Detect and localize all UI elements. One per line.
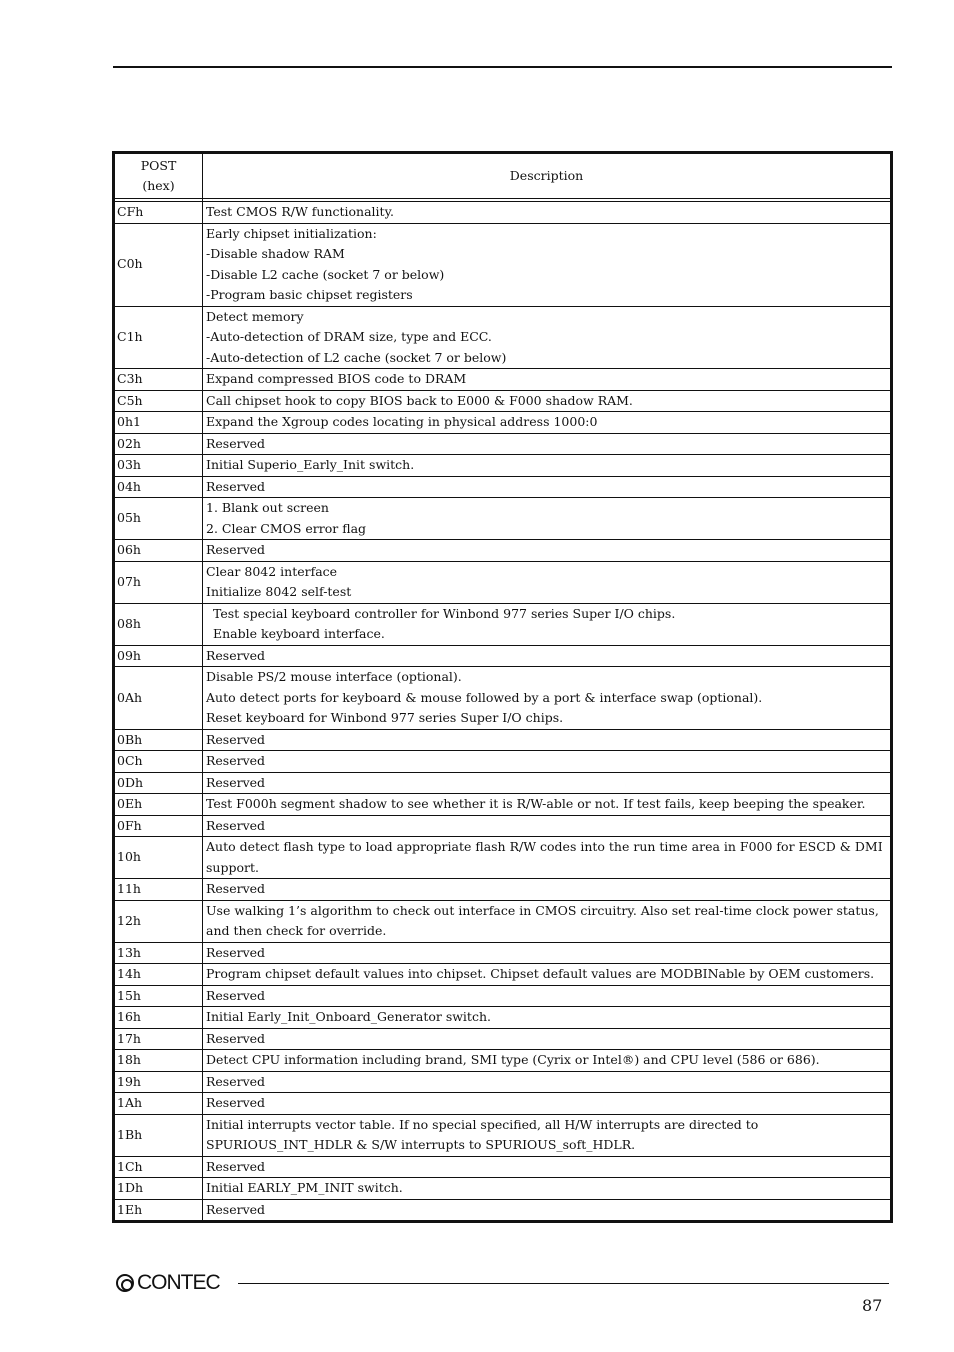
post-code-cell: 0Eh	[115, 794, 203, 816]
post-code-cell: C3h	[115, 369, 203, 391]
description-cell	[203, 1050, 891, 1072]
table-row	[115, 433, 891, 455]
description-cell	[203, 1156, 891, 1178]
post-code-cell: CFh	[115, 202, 203, 224]
description-cell	[203, 1028, 891, 1050]
post-code-cell: 1Bh	[115, 1114, 203, 1156]
description-line: SPURIOUS_INT_HDLR & S/W interrupts to SPURIOUS_soft_HDLR.	[206, 1137, 636, 1152]
table-row	[115, 751, 891, 773]
description-line: Detect memory	[206, 308, 304, 324]
description-line: -Disable L2 cache (socket 7 or below)	[206, 266, 445, 282]
description-line: Expand the Xgroup codes locating in physical address 1000:0	[206, 414, 598, 429]
description-line: Reserved	[206, 987, 266, 1003]
post-code-cell: 03h	[115, 455, 203, 477]
post-code-cell: 0h1	[115, 412, 203, 434]
description-cell	[203, 751, 891, 773]
table-row	[115, 1007, 891, 1029]
description-line: Call chipset hook to copy BIOS back to E000 & F000 shadow RAM.	[206, 392, 633, 408]
description-line: 2. Clear CMOS error flag	[206, 520, 367, 536]
description-line: Test F000h segment shadow to see whether it is R/W-able or not. If test fails, keep beeping the speaker.	[206, 796, 866, 811]
description-line: Use walking 1’s algorithm to check out interface in CMOS circuitry. Also set real-time clock power status,	[206, 902, 879, 918]
description-cell	[203, 369, 891, 391]
description-line: 1. Blank out screen	[206, 500, 329, 515]
table-row	[115, 476, 891, 498]
post-code-cell: 1Ch	[115, 1156, 203, 1178]
description-cell	[203, 942, 891, 964]
header-rule	[113, 66, 892, 68]
table-row	[115, 412, 891, 434]
description-cell	[203, 645, 891, 667]
description-line: -Auto-detection of DRAM size, type and ECC.	[206, 329, 492, 344]
table-row	[115, 603, 891, 645]
description-cell	[203, 1199, 891, 1221]
description-line: Reserved	[206, 1158, 266, 1174]
description-line: Reserved	[206, 478, 266, 494]
description-line: -Auto-detection of L2 cache (socket 7 or below)	[206, 349, 507, 365]
description-line: Reserved	[206, 647, 266, 663]
description-line: Test CMOS R/W functionality.	[206, 204, 394, 219]
post-code-cell: 1Ah	[115, 1093, 203, 1115]
post-code-cell: 07h	[115, 561, 203, 603]
description-cell	[203, 1114, 891, 1156]
table-row	[115, 772, 891, 794]
description-cell	[203, 498, 891, 540]
description-line: Early chipset initialization:	[206, 225, 377, 241]
description-line: Reserved	[206, 774, 266, 790]
post-code-cell: C5h	[115, 390, 203, 412]
post-code-table	[114, 153, 891, 1221]
post-code-cell: 11h	[115, 879, 203, 901]
post-code-cell: 17h	[115, 1028, 203, 1050]
post-code-cell: 0Ah	[115, 667, 203, 730]
post-code-cell: C1h	[115, 306, 203, 369]
description-cell	[203, 223, 891, 306]
post-code-cell: 0Ch	[115, 751, 203, 773]
post-code-table-frame	[112, 151, 893, 1223]
post-code-cell: 10h	[115, 837, 203, 879]
table-row	[115, 540, 891, 562]
post-code-cell: 15h	[115, 985, 203, 1007]
post-code-cell: 0Fh	[115, 815, 203, 837]
description-cell	[203, 772, 891, 794]
description-line: Reserved	[206, 944, 266, 960]
table-row	[115, 1199, 891, 1221]
post-code-cell: 19h	[115, 1071, 203, 1093]
description-line: Test special keyboard controller for Winbond 977 series Super I/O chips.	[213, 605, 676, 621]
description-line: Reserved	[206, 435, 266, 451]
table-row	[115, 306, 891, 369]
description-line: Initial Superio_Early_Init switch.	[206, 457, 415, 472]
description-cell	[203, 667, 891, 730]
table-row	[115, 455, 891, 477]
page-number: 87	[862, 1296, 883, 1315]
description-cell	[203, 561, 891, 603]
description-cell	[203, 390, 891, 412]
description-cell	[203, 1093, 891, 1115]
post-code-cell: 09h	[115, 645, 203, 667]
description-cell	[203, 412, 891, 434]
post-code-cell: 16h	[115, 1007, 203, 1029]
table-row	[115, 498, 891, 540]
table-row	[115, 645, 891, 667]
table-row	[115, 794, 891, 816]
post-code-cell: 04h	[115, 476, 203, 498]
table-row	[115, 1178, 891, 1200]
table-row	[115, 837, 891, 879]
description-line: Enable keyboard interface.	[213, 626, 385, 641]
description-cell	[203, 964, 891, 986]
description-line: Reserved	[206, 817, 266, 833]
contec-logo	[116, 1271, 220, 1295]
post-code-cell: 02h	[115, 433, 203, 455]
description-line: Initialize 8042 self-test	[206, 584, 352, 599]
post-column-header	[115, 154, 203, 199]
description-line: Reserved	[206, 731, 266, 747]
post-code-cell: 1Dh	[115, 1178, 203, 1200]
description-line: Program chipset default values into chipset. Chipset default values are MODBINable by OEM customers.	[206, 966, 875, 981]
table-row	[115, 964, 891, 986]
table-row	[115, 223, 891, 306]
post-code-cell: C0h	[115, 223, 203, 306]
table-row	[115, 879, 891, 901]
description-cell	[203, 603, 891, 645]
description-cell	[203, 815, 891, 837]
description-column-header: Description	[203, 154, 891, 199]
post-code-cell: 18h	[115, 1050, 203, 1072]
description-cell	[203, 433, 891, 455]
description-line: Detect CPU information including brand, SMI type (Cyrix or Intel®) and CPU level (586 or 686).	[206, 1052, 820, 1067]
description-line: Reserved	[206, 753, 266, 768]
post-code-cell: 05h	[115, 498, 203, 540]
post-code-cell: 14h	[115, 964, 203, 986]
table-row	[115, 390, 891, 412]
table-row	[115, 942, 891, 964]
post-code-cell: 06h	[115, 540, 203, 562]
table-body	[115, 202, 891, 1221]
post-code-cell: 13h	[115, 942, 203, 964]
table-row	[115, 369, 891, 391]
description-line: Reserved	[206, 1030, 266, 1046]
post-header-line1: POST	[140, 158, 177, 173]
table-row	[115, 561, 891, 603]
post-code-cell: 08h	[115, 603, 203, 645]
description-cell	[203, 837, 891, 879]
description-line: Reset keyboard for Winbond 977 series Super I/O chips.	[206, 710, 564, 725]
description-cell	[203, 1178, 891, 1200]
description-cell	[203, 202, 891, 224]
description-cell	[203, 879, 891, 901]
description-cell	[203, 1007, 891, 1029]
table-row	[115, 985, 891, 1007]
table-row	[115, 202, 891, 224]
description-line: -Program basic chipset registers	[206, 287, 413, 302]
table-row	[115, 1028, 891, 1050]
description-cell	[203, 540, 891, 562]
table-row	[115, 729, 891, 751]
description-line: Reserved	[206, 1201, 266, 1217]
description-cell	[203, 1071, 891, 1093]
description-line: Reserved	[206, 542, 266, 557]
description-cell	[203, 729, 891, 751]
description-line: Reserved	[206, 1073, 266, 1089]
description-cell	[203, 306, 891, 369]
table-row	[115, 1093, 891, 1115]
description-line: Initial EARLY_PM_INIT switch.	[206, 1180, 403, 1195]
table-row	[115, 1071, 891, 1093]
description-line: Expand compressed BIOS code to DRAM	[206, 371, 467, 386]
description-line: Disable PS/2 mouse interface (optional).	[206, 669, 462, 684]
description-cell	[203, 794, 891, 816]
table-row	[115, 1114, 891, 1156]
table-row	[115, 1050, 891, 1072]
contec-logo-mark-icon	[116, 1274, 134, 1292]
table-row	[115, 667, 891, 730]
post-code-cell: 1Eh	[115, 1199, 203, 1221]
description-line: and then check for override.	[206, 923, 387, 938]
table-row	[115, 815, 891, 837]
description-line: Reserved	[206, 881, 266, 896]
description-line: Clear 8042 interface	[206, 563, 338, 579]
description-line: Auto detect ports for keyboard & mouse followed by a port & interface swap (optional).	[206, 689, 763, 705]
description-line: support.	[206, 859, 259, 875]
description-cell	[203, 900, 891, 942]
description-line: Initial interrupts vector table. If no special specified, all H/W interrupts are directed to	[206, 1116, 759, 1132]
description-cell	[203, 455, 891, 477]
post-code-cell: 12h	[115, 900, 203, 942]
table-row	[115, 900, 891, 942]
description-cell	[203, 985, 891, 1007]
description-cell	[203, 476, 891, 498]
description-line: Initial Early_Init_Onboard_Generator switch.	[206, 1009, 491, 1024]
contec-logo-text: CONTEC	[137, 1271, 220, 1294]
post-code-cell: 0Dh	[115, 772, 203, 794]
description-line: -Disable shadow RAM	[206, 246, 345, 261]
table-header-row	[115, 154, 891, 199]
footer-rule	[238, 1283, 889, 1284]
post-header-line2: (hex)	[142, 178, 175, 193]
post-code-cell: 0Bh	[115, 729, 203, 751]
description-line: Auto detect flash type to load appropriate flash R/W codes into the run time area in F000 for ESCD & DMI	[206, 839, 883, 854]
description-line: Reserved	[206, 1095, 266, 1110]
table-row	[115, 1156, 891, 1178]
